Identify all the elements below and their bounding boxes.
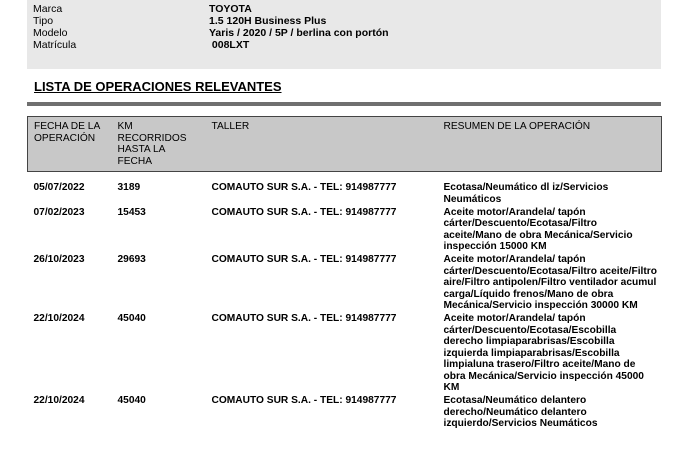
row-date: 22/10/2024 <box>33 312 85 324</box>
operations-title: LISTA DE OPERACIONES RELEVANTES <box>34 79 282 94</box>
table-row <box>28 172 662 207</box>
row-km: 45040 <box>117 395 146 407</box>
row-workshop: COMAUTO SUR S.A. - TEL: 914987777 <box>211 253 397 265</box>
row-date: 26/10/2023 <box>33 253 85 265</box>
row-summary: Aceite motor/Arandela/ tapón cárter/Descuento/Ecotasa/Filtro aceite/Mano de obra Mecánica/Servicio inspección 15000 KM <box>443 206 633 253</box>
row-summary: Aceite motor/Arandela/ tapón cárter/Descuento/Ecotasa/Filtro aceite/Filtro aire/Filtro antipolen/Filtro ventilador acumul carga/Líquido frenos/Mano de obra Mecánica/Servicio inspección 30000 KM <box>443 253 657 312</box>
vehicle-info-panel <box>27 0 661 69</box>
operations-table <box>27 116 662 431</box>
row-summary: Ecotasa/Neumático delantero derecho/Neumático delantero izquierdo/Servicios Neumáticos <box>443 395 598 430</box>
model-value: Yaris / 2020 / 5P / berlina con portón <box>209 27 389 39</box>
type-value: 1.5 120H Business Plus <box>209 15 327 27</box>
plate-label: Matrícula <box>33 39 77 51</box>
header-date: FECHA DE LA OPERACIÓN <box>28 117 112 172</box>
header-workshop: TALLER <box>206 117 438 172</box>
row-summary: Aceite motor/Arandela/ tapón cárter/Descuento/Ecotasa/Escobilla derecho limpiaparabrisas/Escobilla izquierda limpiaparabrisas/Escobilla limpialuna trasero/Filtro aceite/Mano de obra Mecánica/Servicio inspección 45000 KM <box>443 312 644 394</box>
type-label: Tipo <box>33 15 54 27</box>
row-date: 22/10/2024 <box>33 395 85 407</box>
row-km: 45040 <box>117 312 146 324</box>
brand-value: TOYOTA <box>209 3 252 15</box>
model-label: Modelo <box>33 27 68 39</box>
row-workshop: COMAUTO SUR S.A. - TEL: 914987777 <box>211 182 397 194</box>
header-km: KM RECORRIDOS HASTA LA FECHA <box>112 117 206 172</box>
brand-label: Marca <box>33 3 63 15</box>
row-workshop: COMAUTO SUR S.A. - TEL: 914987777 <box>211 395 397 407</box>
header-summary: RESUMEN DE LA OPERACIÓN <box>438 117 662 172</box>
row-km: 15453 <box>117 206 146 218</box>
row-date: 07/02/2023 <box>33 206 85 218</box>
plate-value: 008LXT <box>209 39 250 51</box>
row-date: 05/07/2022 <box>33 182 85 194</box>
section-divider <box>27 102 661 106</box>
table-row <box>28 254 662 313</box>
table-row <box>28 313 662 395</box>
table-row <box>28 395 662 431</box>
row-summary: Ecotasa/Neumático dl iz/Servicios Neumáticos <box>443 182 609 205</box>
row-km: 29693 <box>117 253 146 265</box>
table-header-row <box>28 117 662 172</box>
row-workshop: COMAUTO SUR S.A. - TEL: 914987777 <box>211 312 397 324</box>
row-workshop: COMAUTO SUR S.A. - TEL: 914987777 <box>211 206 397 218</box>
table-row <box>28 207 662 254</box>
row-km: 3189 <box>117 182 141 194</box>
